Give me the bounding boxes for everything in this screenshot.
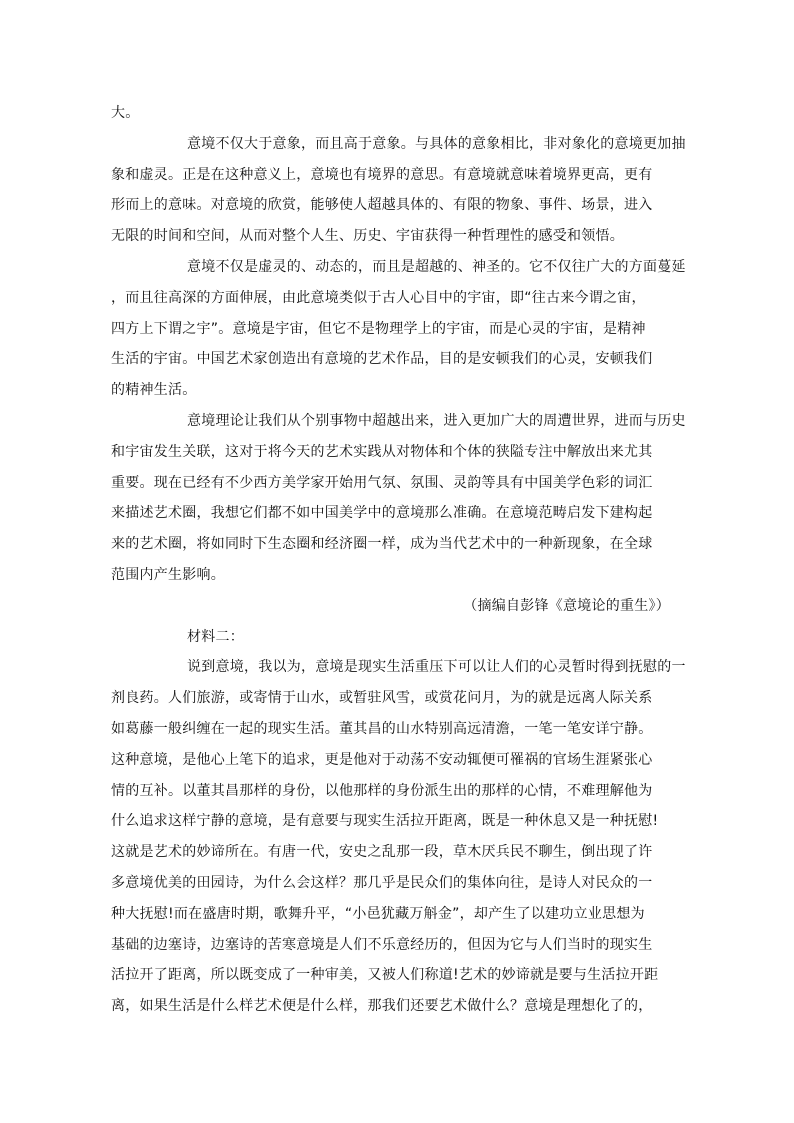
text-line: 基础的边塞诗，边塞诗的苦寒意境是人们不乐意经历的，但因为它与人们当时的现实生 [111, 936, 653, 953]
document-page [111, 98, 686, 1022]
text-line: 重要。现在已经有不少西方美学家开始用气氛、氛围、灵韵等具有中国美学色彩的词汇 [111, 474, 653, 491]
text-line: 的精神生活。 [111, 382, 197, 399]
paragraph-first-line: 意境不仅大于意象，而且高于意象。与具体的意象相比，非对象化的意境更加抽 [187, 135, 686, 152]
text-line: 种大抚慰!而在盛唐时期，歌舞升平，“小邑犹藏万斛金”，却产生了以建功立业思想为 [111, 905, 645, 922]
text-line: ，而且往高深的方面伸展，由此意境类似于古人心目中的宇宙，即“往古来今谓之宙， [111, 289, 646, 306]
text-line: 如葛藤一般纠缠在一起的现实生活。董其昌的山水特别高远清澹，一笔一笔安详宁静。 [111, 720, 653, 737]
text-line: 这种意境，是他心上笔下的追求，更是他对于动荡不安动辄便可罹祸的官场生涯紧张心 [111, 751, 653, 768]
text-line: 来的艺术圈，将如同时下生态圈和经济圈一样，成为当代艺术中的一种新现象，在全球 [111, 536, 653, 553]
text-line: 生活的宇宙。中国艺术家创造出有意境的艺术作品，目的是安顿我们的心灵，安顿我们 [111, 351, 653, 368]
text-line: 这就是艺术的妙谛所在。有唐一代，安史之乱那一段，草木厌兵民不聊生，倒出现了许 [111, 844, 653, 861]
text-line: 多意境优美的田园诗，为什么会这样？那几乎是民众们的集体向往，是诗人对民众的一 [111, 874, 653, 891]
text-line: 剂良药。人们旅游，或寄情于山水，或暂驻风雪，或赏花问月，为的就是远离人际关系 [111, 690, 653, 707]
text-line: 大。 [111, 105, 140, 121]
paragraph-first-line: 意境不仅是虚灵的、动态的，而且是超越的、神圣的。它不仅往广大的方面蔓延 [187, 258, 686, 275]
paragraph-first-line: 说到意境，我以为，意境是现实生活重压下可以让人们的心灵暂时得到抚慰的一 [187, 659, 686, 676]
text-line: 活拉开了距离，所以既变成了一种审美，又被人们称道!艺术的妙谛就是要与生活拉开距 [111, 967, 659, 984]
text-line: 无限的时间和空间，从而对整个人生、历史、宇宙获得一种哲理性的感受和领悟。 [111, 228, 624, 245]
section-heading: 材料二： [187, 628, 244, 645]
source-citation: （摘编自彭锋《意境论的重生》） [463, 597, 670, 614]
text-line: 象和虚灵。正是在这种意义上，意境也有境界的意思。有意境就意味着境界更高，更有 [111, 166, 653, 183]
text-line: 形而上的意味。对意境的欣赏，能够使人超越具体的、有限的物象、事件、场景，进入 [111, 197, 653, 214]
text-line: 四方上下谓之宇”。意境是宇宙，但它不是物理学上的宇宙，而是心灵的宇宙，是精神 [111, 320, 646, 337]
text-line: 和宇宙发生关联，这对于将今天的艺术实践从对物体和个体的狭隘专注中解放出来尤其 [111, 443, 653, 460]
paragraph-first-line: 意境理论让我们从个别事物中超越出来，进入更加广大的周遭世界，进而与历史 [187, 412, 686, 429]
text-line: 什么追求这样宁静的意境，是有意要与现实生活拉开距离，既是一种休息又是一种抚慰! [111, 813, 659, 830]
text-line: 离，如果生活是什么样艺术便是什么样，那我们还要艺术做什么？意境是理想化了的， [111, 998, 653, 1015]
text-line: 情的互补。以董其昌那样的身份，以他那样的身份派生出的那样的心情，不难理解他为 [111, 782, 653, 799]
text-line: 范围内产生影响。 [111, 566, 225, 583]
text-line: 来描述艺术圈，我想它们都不如中国美学中的意境那么准确。在意境范畴启发下建构起 [111, 505, 653, 522]
